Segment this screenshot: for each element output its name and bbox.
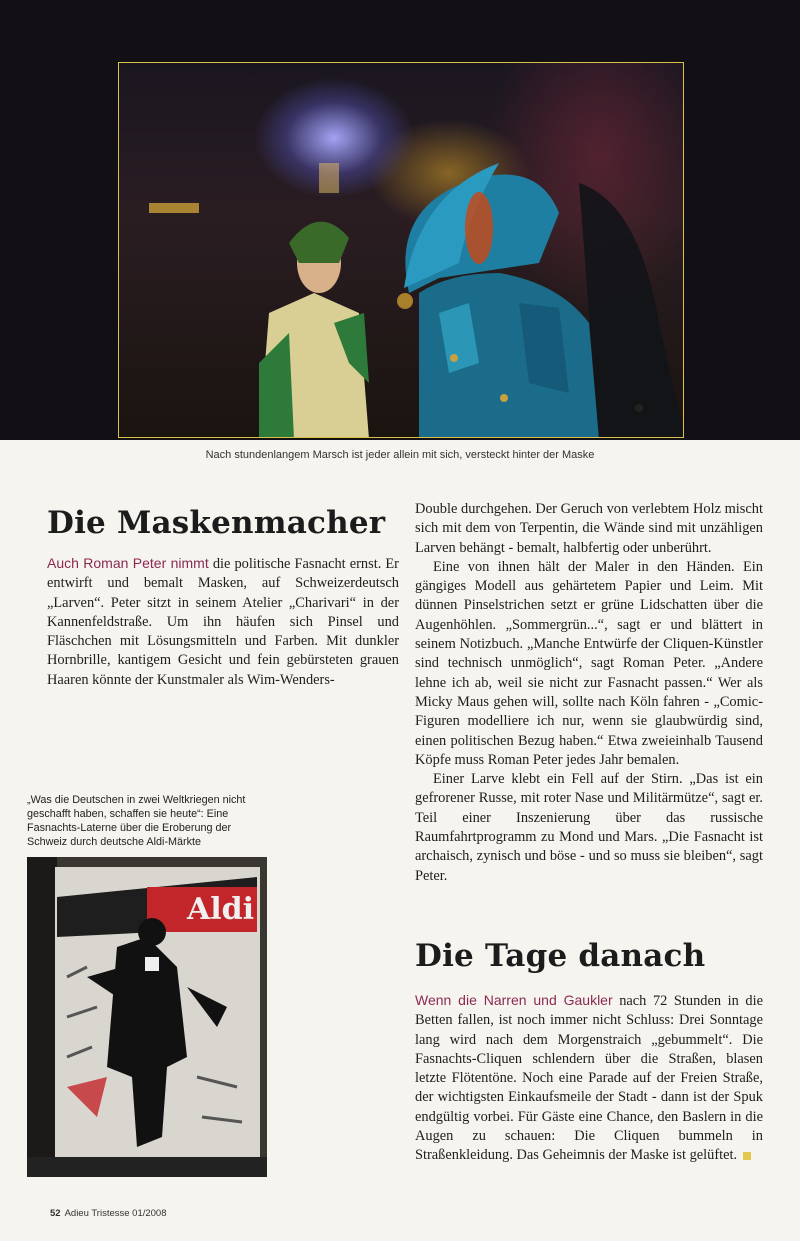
article1-paragraph-1-text: die politische Fasnacht ernst. Er entwirft und bemalt Masken, auf Schweizerdeutsch „Larven“. Peter sitzt in seinem Atelier „Charivari“ in der Kannenfeldstraße. Um ihn häufen sich Pinsel und Fläschchen mit Lösungsmitteln und Farben. Mit dunkler Hornbrille, kantigem Gesicht und fein gebürsteten grauen Haaren könnte der Kunstmaler als Wim-Wenders- [47,556,399,688]
end-of-article-mark [743,1152,751,1160]
hero-photo [118,62,684,438]
article2-paragraph-1 [415,991,763,1166]
page-footer [50,1208,167,1219]
lantern-sign-text: Aldi [187,892,255,927]
hero-caption: Nach stundenlangem Marsch ist jeder allein mit sich, versteckt hinter der Maske [205,449,595,461]
article2-column [415,991,763,1166]
lantern-photo [27,857,267,1177]
lantern-illustration [27,857,267,1177]
article2-paragraph-1-text: nach 72 Stunden in die Betten fallen, ist noch immer nicht Schluss: Drei Sonntage lang wird nach dem Morgenstraich „gebummelt“. Die Fasnachts-Cliquen schlendern über die Straßen, blasen letzte Flötentöne. Noch eine Parade auf der Freien Straße, der wichtigsten Einkaufsmeile der Stadt - dann ist der Spuk endgültig vorbei. Für Gäste eine Chance, den Baslern in die Augen zu schauen: Die Cliquen bummeln in Straßenkleidung. Das Geheimnis der Maske ist gelüftet. [415,993,763,1164]
jester-illustration [119,63,684,438]
article1-left-column [47,554,399,690]
page-number: 52 [50,1208,61,1219]
publication-name: Adieu Tristesse 01/2008 [64,1208,167,1219]
article2-lead: Wenn die Narren und Gaukler [415,992,613,1008]
article1-paragraph-4: Einer Larve klebt ein Fell auf der Stirn. „Das ist ein gefrorener Russe, mit roter Nase und Militärmütze“, sagt er. Teil einer Inszenierung über das russische Raumfahrtprogramm zu Mond und Mars. „Die Fasnacht ist archaisch, zynisch und böse - und so muss sie bleiben“, sagt Peter. [415,771,763,884]
article1-paragraph-2: Double durchgehen. Der Geruch von verlebtem Holz mischt sich mit dem von Terpentin, die Wände sind mit unzähligen Larven behängt - bemalt, halbfertig oder unberührt. [415,501,763,556]
article-title-maskenmacher: Die Maskenmacher [47,505,386,541]
article-title-tage-danach: Die Tage danach [415,938,706,974]
article1-paragraph-1 [47,554,399,690]
hero-photo-area [0,0,800,440]
article1-lead: Auch Roman Peter nimmt [47,555,209,571]
article1-right-column [415,500,763,886]
article1-paragraph-3: Eine von ihnen hält der Maler in den Händen. Ein gängiges Modell aus gehärtetem Papier und Leim. Mit dünnen Pinselstrichen setzt er grüne Lidschatten über die Augenhöhlen. „Sommergrün...“, sagt er und blättert in seinem Notizbuch. „Manche Entwürfe der Cliquen-Künstler sind technisch unmöglich“, sagt Roman Peter. „Andere lehne ich ab, weil sie nicht zur Fasnacht passen.“ Wer als Micky Maus gehen will, sollte nach Köln fahren - „Comic-Figuren modelliere ich nur, wenn sie glaubwürdig sind, einen politischen Bezug haben.“ Etwa zweieinhalb Tausend Köpfe muss Roman Peter jedes Jahr bemalen. [415,558,763,768]
side-photo-caption: „Was die Deutschen in zwei Weltkriegen nicht geschafft haben, schaffen sie heute“: Eine Fasnachts-Laterne über die Eroberung der Schweiz durch deutsche Aldi-Märkte [27,794,246,848]
